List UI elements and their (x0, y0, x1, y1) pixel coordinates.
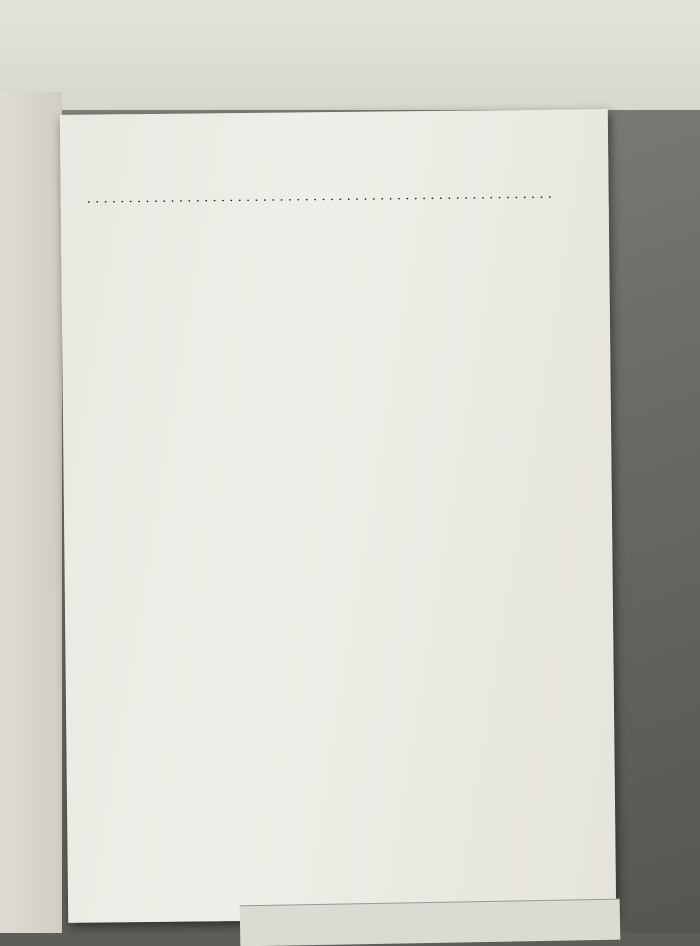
toc-entries (86, 169, 587, 235)
cover-heading (120, 70, 520, 76)
cover-sheet (0, 0, 700, 110)
page-number (60, 137, 608, 143)
left-page (0, 92, 62, 933)
toc-row-recognition (87, 185, 587, 207)
bottom-paper (240, 899, 621, 946)
toc-top-entries (86, 169, 586, 174)
toc-row-text (87, 186, 551, 208)
contents-page (60, 109, 616, 923)
